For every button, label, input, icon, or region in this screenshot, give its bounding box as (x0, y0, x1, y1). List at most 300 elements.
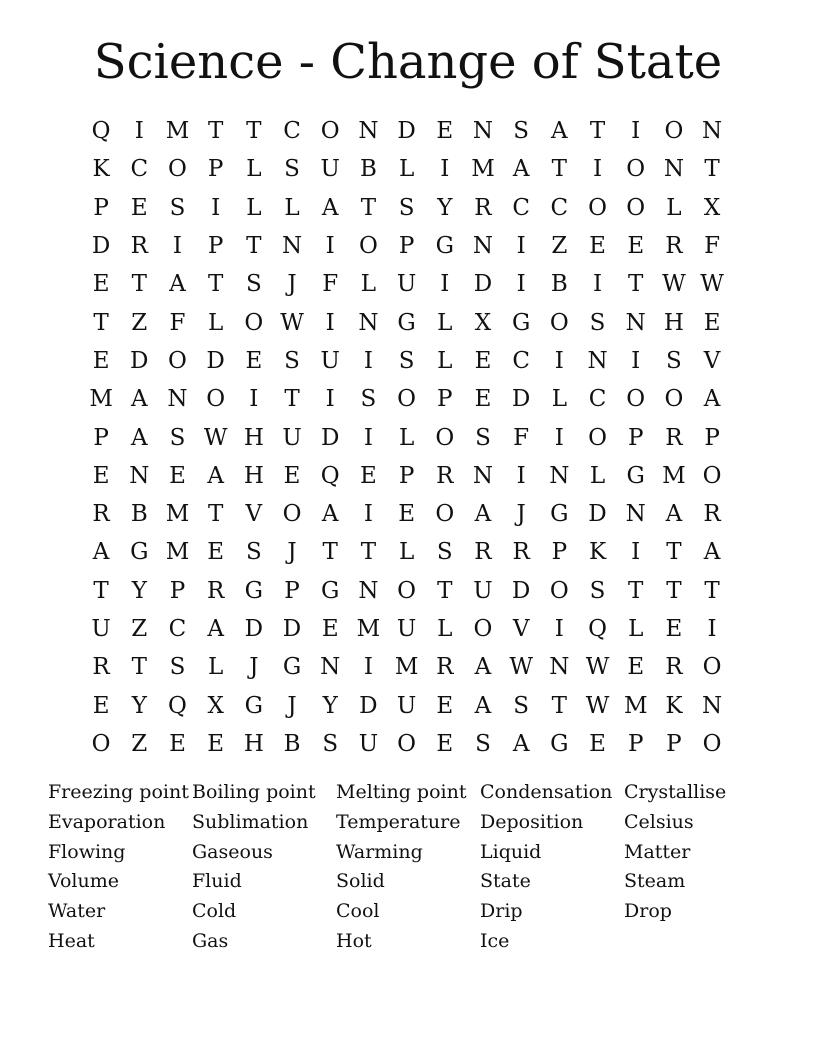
grid-cell: P (437, 386, 453, 413)
word-list-item: Sublimation (192, 810, 309, 833)
grid-cell: N (625, 309, 646, 336)
grid-cell: E (589, 233, 606, 260)
grid-cell: R (436, 654, 454, 681)
grid-cell: A (474, 654, 492, 681)
grid-cell: T (246, 118, 262, 145)
grid-cell: M (662, 462, 686, 489)
grid-cell: N (281, 233, 303, 260)
grid-cell: N (320, 654, 341, 681)
grid-cell: D (130, 347, 149, 374)
grid-cell: M (165, 118, 190, 145)
grid-row (82, 265, 732, 303)
grid-cell: H (243, 424, 264, 451)
grid-row (82, 227, 732, 265)
grid-cell: O (702, 654, 722, 681)
grid-cell: N (702, 118, 723, 145)
grid-cell: D (320, 424, 340, 451)
grid-cell: S (398, 347, 415, 374)
word-list-item: Condensation (480, 781, 613, 803)
grid-cell: I (631, 539, 641, 566)
grid-cell: T (360, 194, 377, 221)
grid-cell: V (245, 501, 263, 528)
grid-cell: N (663, 156, 684, 183)
grid-cell: G (321, 577, 340, 604)
grid-cell: M (89, 386, 113, 413)
grid-cell: R (474, 539, 492, 566)
page-title: Science - Change of State (93, 34, 723, 90)
grid-cell: U (91, 616, 111, 642)
word-list-item: Fluid (192, 870, 242, 893)
word-list-item: Evaporation (48, 810, 166, 833)
grid-cell: O (588, 194, 607, 221)
grid-cell: I (516, 233, 526, 260)
grid-cell: E (169, 730, 186, 757)
grid-cell: O (626, 386, 646, 413)
grid-cell: W (700, 271, 724, 298)
grid-row (82, 725, 732, 763)
grid-cell: L (437, 347, 453, 374)
grid-cell: J (516, 501, 526, 528)
grid-cell: I (516, 462, 526, 489)
grid-cell: O (702, 730, 722, 757)
word-list-item: State (480, 870, 531, 893)
grid-cell: S (475, 730, 491, 757)
word-list-item: Gaseous (192, 840, 273, 863)
grid-cell: R (130, 233, 148, 260)
grid-cell: G (130, 539, 149, 566)
grid-cell: S (513, 118, 530, 145)
grid-cell: G (244, 692, 264, 719)
grid-cell: T (360, 539, 377, 566)
grid-cell: I (554, 347, 564, 374)
grid-cell: O (435, 501, 455, 528)
grid-cell: O (91, 730, 111, 757)
grid-cell: H (663, 309, 684, 336)
grid-cell: D (588, 501, 607, 528)
grid-cell: R (512, 539, 530, 566)
grid-cell: I (440, 271, 450, 298)
grid-cell: S (169, 194, 186, 221)
word-list-item: Water (48, 900, 106, 923)
grid-cell: J (287, 692, 297, 719)
grid-row (82, 303, 732, 341)
grid-cell: S (169, 654, 186, 681)
word-list-item: Drop (624, 900, 672, 923)
grid-cell: E (92, 462, 110, 489)
word-list-item: Deposition (480, 810, 584, 833)
grid-cell: L (437, 309, 453, 336)
grid-row (82, 648, 732, 686)
grid-cell: I (631, 118, 641, 145)
grid-cell: L (437, 616, 453, 642)
grid-cell: C (283, 118, 301, 145)
word-list-item: Gas (192, 929, 229, 952)
grid-cell: L (666, 194, 682, 221)
grid-cell: T (666, 577, 682, 604)
grid-cell: N (358, 309, 379, 336)
grid-cell: E (360, 462, 377, 489)
grid-cell: X (207, 692, 224, 719)
grid-cell: O (549, 577, 569, 604)
grid-cell: I (325, 309, 335, 336)
grid-cell: O (435, 424, 455, 451)
grid-cell: D (397, 118, 416, 145)
grid-cell: W (585, 654, 610, 681)
grid-cell: A (512, 730, 530, 757)
grid-cell: M (471, 156, 495, 183)
word-list-item: Hot (336, 929, 372, 952)
grid-cell: C (512, 347, 530, 374)
grid-cell: W (280, 309, 304, 336)
grid-cell: N (587, 347, 608, 374)
grid-cell: P (398, 233, 415, 260)
grid-cell: N (472, 462, 494, 489)
grid-cell: E (130, 194, 148, 221)
grid-cell: T (207, 118, 224, 145)
grid-cell: J (249, 654, 259, 681)
grid-cell: Q (588, 616, 607, 642)
grid-cell: R (665, 233, 683, 260)
grid-cell: X (474, 309, 492, 336)
grid-cell: S (475, 424, 491, 451)
grid-cell: J (287, 271, 297, 298)
grid-cell: T (551, 692, 568, 719)
grid-cell: I (631, 347, 641, 374)
grid-cell: E (398, 501, 415, 528)
grid-cell: S (513, 692, 530, 719)
grid-cell: L (628, 616, 644, 642)
grid-cell: A (207, 462, 224, 489)
grid-cell: H (243, 462, 264, 489)
grid-cell: O (397, 577, 417, 604)
grid-cell: P (93, 194, 109, 221)
grid-cell: M (165, 539, 190, 566)
grid-cell: T (207, 501, 224, 528)
grid-cell: C (512, 194, 530, 221)
grid-cell: G (282, 654, 302, 681)
grid-cell: R (665, 424, 683, 451)
grid-cell: N (472, 233, 494, 260)
grid-cell: G (511, 309, 531, 336)
grid-cell: A (169, 271, 186, 298)
grid-cell: F (322, 271, 339, 298)
grid-cell: Q (168, 692, 187, 719)
grid-cell: D (511, 577, 531, 604)
grid-cell: A (207, 616, 224, 642)
grid-cell: A (321, 501, 339, 528)
grid-cell: K (588, 539, 607, 566)
grid-cell: L (208, 654, 224, 681)
grid-cell: U (320, 156, 340, 183)
grid-cell: O (206, 386, 226, 413)
grid-cell: S (589, 309, 606, 336)
grid-cell: G (397, 309, 416, 336)
grid-cell: P (207, 156, 224, 183)
grid-cell: E (92, 271, 110, 298)
grid-cell: O (168, 347, 187, 374)
grid-cell: E (92, 347, 110, 374)
grid-cell: O (626, 156, 646, 183)
grid-cell: M (623, 692, 648, 719)
grid-cell: L (360, 271, 377, 298)
grid-cell: T (666, 539, 682, 566)
grid-cell: P (284, 577, 300, 604)
grid-cell: S (284, 347, 300, 374)
grid-cell: Y (322, 692, 338, 719)
grid-cell: E (703, 309, 721, 336)
grid-cell: L (208, 309, 224, 336)
grid-cell: I (516, 271, 526, 298)
grid-cell: A (703, 539, 721, 566)
grid-cell: I (363, 654, 373, 681)
grid-cell: S (245, 271, 262, 298)
grid-cell: E (474, 386, 492, 413)
grid-cell: S (284, 156, 300, 183)
grid-cell: D (359, 692, 378, 719)
grid-cell: T (131, 654, 147, 681)
grid-cell: Z (131, 730, 148, 757)
grid-cell: U (282, 424, 302, 451)
word-list-item: Flowing (48, 840, 126, 863)
grid-cell: G (626, 462, 645, 489)
grid-row (82, 189, 732, 227)
grid-cell: E (283, 462, 301, 489)
grid-cell: E (627, 233, 645, 260)
grid-cell: Z (551, 233, 568, 260)
grid-cell: O (626, 194, 646, 221)
grid-cell: A (130, 424, 148, 451)
grid-cell: R (206, 577, 225, 604)
word-list-item: Drip (480, 900, 523, 923)
grid-cell: O (320, 118, 340, 145)
grid-cell: T (284, 386, 300, 413)
grid-cell: T (246, 233, 262, 260)
grid-cell: W (585, 692, 610, 719)
grid-cell: P (627, 730, 644, 757)
grid-cell: O (664, 118, 684, 145)
grid-cell: I (211, 194, 221, 221)
grid-cell: O (282, 501, 302, 528)
word-list-item: Crystallise (624, 781, 727, 803)
grid-cell: A (551, 118, 568, 145)
grid-cell: B (283, 730, 301, 757)
grid-cell: N (549, 654, 570, 681)
grid-cell: I (172, 233, 183, 260)
grid-cell: B (130, 501, 148, 528)
grid-cell: N (358, 577, 379, 604)
grid-cell: L (398, 539, 415, 566)
grid-cell: C (588, 386, 607, 413)
word-list-item: Volume (48, 870, 119, 893)
grid-cell: U (396, 692, 417, 719)
grid-cell: O (397, 386, 417, 413)
grid-cell: N (167, 386, 188, 413)
grid-cell: W (203, 424, 228, 451)
grid-cell: O (168, 156, 187, 183)
word-list-item: Steam (624, 870, 686, 893)
grid-cell: P (666, 730, 682, 757)
grid-cell: S (360, 386, 377, 413)
grid-cell: W (662, 271, 686, 298)
grid-cell: I (249, 386, 259, 413)
grid-cell: T (704, 156, 720, 183)
grid-cell: F (704, 233, 721, 260)
grid-cell: S (589, 577, 606, 604)
grid-cell: C (550, 194, 569, 221)
grid-cell: O (244, 309, 264, 336)
grid-cell: Y (131, 692, 147, 719)
grid-cell: A (512, 156, 530, 183)
grid-cell: E (92, 692, 110, 719)
grid-cell: S (436, 539, 453, 566)
grid-cell: R (474, 194, 492, 221)
grid-cell: E (665, 616, 683, 642)
grid-cell: S (398, 194, 415, 221)
grid-cell: U (396, 271, 417, 298)
grid-cell: N (472, 118, 494, 145)
grid-cell: I (707, 616, 717, 642)
grid-row (82, 150, 732, 188)
grid-cell: B (550, 271, 568, 298)
grid-cell: W (509, 654, 533, 681)
grid-cell: U (396, 616, 417, 642)
grid-cell: R (665, 654, 683, 681)
grid-cell: N (549, 462, 570, 489)
grid-cell: E (169, 462, 186, 489)
grid-cell: R (92, 501, 110, 528)
grid-cell: D (244, 616, 264, 642)
grid-cell: U (473, 577, 493, 604)
grid-cell: M (356, 616, 381, 642)
grid-cell: I (363, 347, 373, 374)
grid-cell: X (703, 194, 721, 221)
grid-cell: B (359, 156, 377, 183)
grid-cell: O (549, 309, 569, 336)
grid-cell: D (511, 386, 531, 413)
grid-cell: A (474, 692, 492, 719)
grid-cell: I (363, 424, 373, 451)
grid-cell: T (628, 577, 644, 604)
grid-cell: T (131, 271, 147, 298)
grid-cell: T (628, 271, 644, 298)
grid-cell: O (588, 424, 607, 451)
grid-cell: A (665, 501, 683, 528)
grid-cell: L (398, 156, 415, 183)
grid-cell: N (625, 501, 646, 528)
word-list-item: Temperature (336, 810, 461, 833)
grid-cell: N (358, 118, 379, 145)
grid-cell: I (440, 156, 450, 183)
grid-cell: R (92, 654, 110, 681)
grid-row (82, 112, 732, 150)
grid-cell: O (397, 730, 417, 757)
grid-cell: K (92, 156, 110, 183)
word-list-item: Cold (192, 900, 237, 923)
word-list-item: Boiling point (192, 781, 316, 803)
grid-row (82, 686, 732, 724)
grid-cell: O (473, 616, 493, 642)
grid-row (82, 418, 732, 456)
grid-cell: E (589, 730, 606, 757)
grid-cell: D (91, 233, 111, 260)
grid-cell: I (592, 271, 603, 298)
grid-cell: C (168, 616, 187, 642)
grid-cell: O (664, 386, 684, 413)
grid-cell: G (550, 501, 569, 528)
grid-cell: A (321, 194, 339, 221)
grid-cell: L (589, 462, 606, 489)
grid-cell: E (436, 118, 454, 145)
grid-row (82, 572, 732, 610)
grid-cell: P (398, 462, 415, 489)
grid-row (82, 342, 732, 380)
grid-cell: P (93, 424, 109, 451)
word-list-item: Warming (336, 840, 423, 863)
grid-cell: R (436, 462, 454, 489)
grid-cell: U (320, 347, 340, 374)
grid-row (82, 380, 732, 418)
grid-cell: V (703, 347, 721, 374)
grid-cell: P (627, 424, 644, 451)
grid-cell: Y (437, 194, 453, 221)
grid-row (82, 457, 732, 495)
grid-cell: T (551, 156, 568, 183)
grid-cell: E (321, 616, 339, 642)
grid-cell: T (93, 309, 109, 336)
word-list-item: Cool (336, 900, 380, 923)
grid-cell: A (474, 501, 492, 528)
grid-cell: S (322, 730, 339, 757)
letter-grid (82, 112, 732, 763)
grid-cell: D (206, 347, 225, 374)
grid-cell: Q (91, 118, 111, 145)
word-list-item: Matter (624, 840, 691, 863)
grid-cell: Q (320, 462, 340, 489)
grid-cell: S (666, 347, 682, 374)
grid-cell: O (358, 233, 378, 260)
grid-cell: E (245, 347, 263, 374)
grid-cell: H (243, 730, 264, 757)
grid-cell: L (246, 194, 262, 221)
grid-cell: M (394, 654, 419, 681)
grid-cell: A (703, 386, 721, 413)
grid-cell: T (589, 118, 606, 145)
grid-cell: I (325, 386, 335, 413)
grid-cell: E (436, 692, 454, 719)
grid-cell: L (551, 386, 567, 413)
grid-cell: I (554, 424, 564, 451)
grid-cell: D (473, 271, 493, 298)
grid-cell: Z (131, 309, 148, 336)
grid-cell: A (130, 386, 148, 413)
grid-cell: O (702, 462, 722, 489)
grid-cell: T (207, 271, 224, 298)
word-list-item: Melting point (336, 781, 467, 803)
word-list-item: Freezing point (48, 781, 189, 803)
grid-cell: M (165, 501, 190, 528)
grid-cell: E (436, 730, 454, 757)
grid-cell: L (284, 194, 300, 221)
grid-cell: T (322, 539, 338, 566)
grid-cell: G (435, 233, 454, 260)
grid-cell: D (282, 616, 302, 642)
grid-row (82, 610, 732, 648)
grid-cell: K (665, 692, 683, 719)
grid-cell: E (474, 347, 492, 374)
grid-cell: P (551, 539, 568, 566)
word-list-item: Celsius (624, 810, 694, 833)
grid-row (82, 495, 732, 533)
